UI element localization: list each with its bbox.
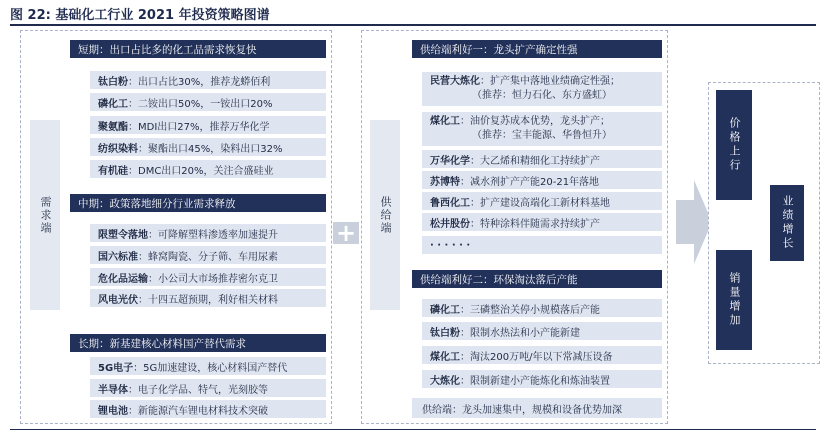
demand-mid-item: 限塑令落地 ： 可降解塑料渗透率加速提升 [90, 224, 326, 242]
supply-good1-header: 供给端利好一：龙头扩产确定性强 [412, 40, 662, 58]
demand-label: 需求端 [30, 120, 60, 310]
supply-good1-item: 鲁西化工 ： 扩产建设高端化工新材料基地 [422, 192, 662, 210]
supply-good1-ellipsis: · · · · · · [422, 236, 662, 254]
volume-up-box: 销量增加 [716, 250, 752, 350]
demand-short-item: 纺织染料 ： 聚酯出口45%，染料出口32% [90, 138, 326, 156]
demand-mid-item: 危化品运输 ： 小公司大市场推荐密尔克卫 [90, 268, 326, 286]
supply-good1-item: 万华化学 ： 大乙烯和精细化工持续扩产 [422, 150, 662, 168]
demand-short-item: 钛白粉 ： 出口占比30%，推荐龙蟒佰利 [90, 71, 326, 89]
supply-footer: 供给端：龙头加速集中，规模和设备优势加深 [412, 398, 662, 418]
demand-short-header: 短期：出口占比多的化工品需求恢复快 [70, 40, 326, 58]
supply-good1-item: 民营大炼化：扩产集中落地业绩确定性强； （推荐：恒力石化、东方盛虹） [422, 72, 662, 106]
demand-long-item: 5G电子 ： 5G加速建设，核心材料国产替代 [90, 357, 326, 375]
supply-good2-item: 煤化工 ： 淘汰200万吨/年以下常减压设备 [422, 346, 662, 364]
demand-short-item: 磷化工 ： 二铵出口50%，一铵出口20% [90, 93, 326, 111]
earnings-growth-box: 业绩增长 [770, 185, 804, 261]
supply-good2-header: 供给端利好二：环保淘汰落后产能 [412, 270, 662, 288]
demand-mid-header: 中期：政策落地细分行业需求释放 [70, 194, 326, 212]
supply-good1-item: 苏博特 ： 减水剂扩产产能20-21年落地 [422, 171, 662, 189]
supply-good2-item: 钛白粉 ： 限制水热法和小产能新建 [422, 322, 662, 340]
demand-long-header: 长期：新基建核心材料国产替代需求 [70, 334, 326, 352]
demand-short-item: 有机硅 ： DMC出口20%，关注合盛硅业 [90, 160, 326, 178]
demand-short-item: 聚氨酯 ： MDI出口27%，推荐万华化学 [90, 116, 326, 134]
supply-good2-item: 大炼化 ： 限制新建小产能炼化和炼油装置 [422, 370, 662, 388]
demand-long-item: 半导体 ： 电子化学品、特气，光刻胶等 [90, 379, 326, 397]
demand-mid-item: 风电光伏 ： 十四五超预期，利好相关材料 [90, 289, 326, 307]
figure-title: 图 22: 基础化工行业 2021 年投资策略图谱 [10, 8, 270, 23]
price-up-box: 价格上行 [716, 90, 752, 200]
supply-good1-item: 松井股份 ： 特种涂料伴随需求持续扩产 [422, 213, 662, 231]
supply-label: 供给端 [370, 120, 400, 310]
big-arrow [676, 180, 712, 264]
demand-long-item: 锂电池 ： 新能源汽车锂电材料技术突破 [90, 400, 326, 418]
demand-mid-item: 国六标准 ： 蜂窝陶瓷、分子筛、车用尿素 [90, 246, 326, 264]
plus-icon: + [335, 219, 357, 247]
supply-good2-item: 磷化工 ： 三磷整治关停小规模落后产能 [422, 299, 662, 317]
supply-good1-item: 煤化工：油价复苏成本优势，龙头扩产； （推荐：宝丰能源、华鲁恒升） [422, 112, 662, 146]
